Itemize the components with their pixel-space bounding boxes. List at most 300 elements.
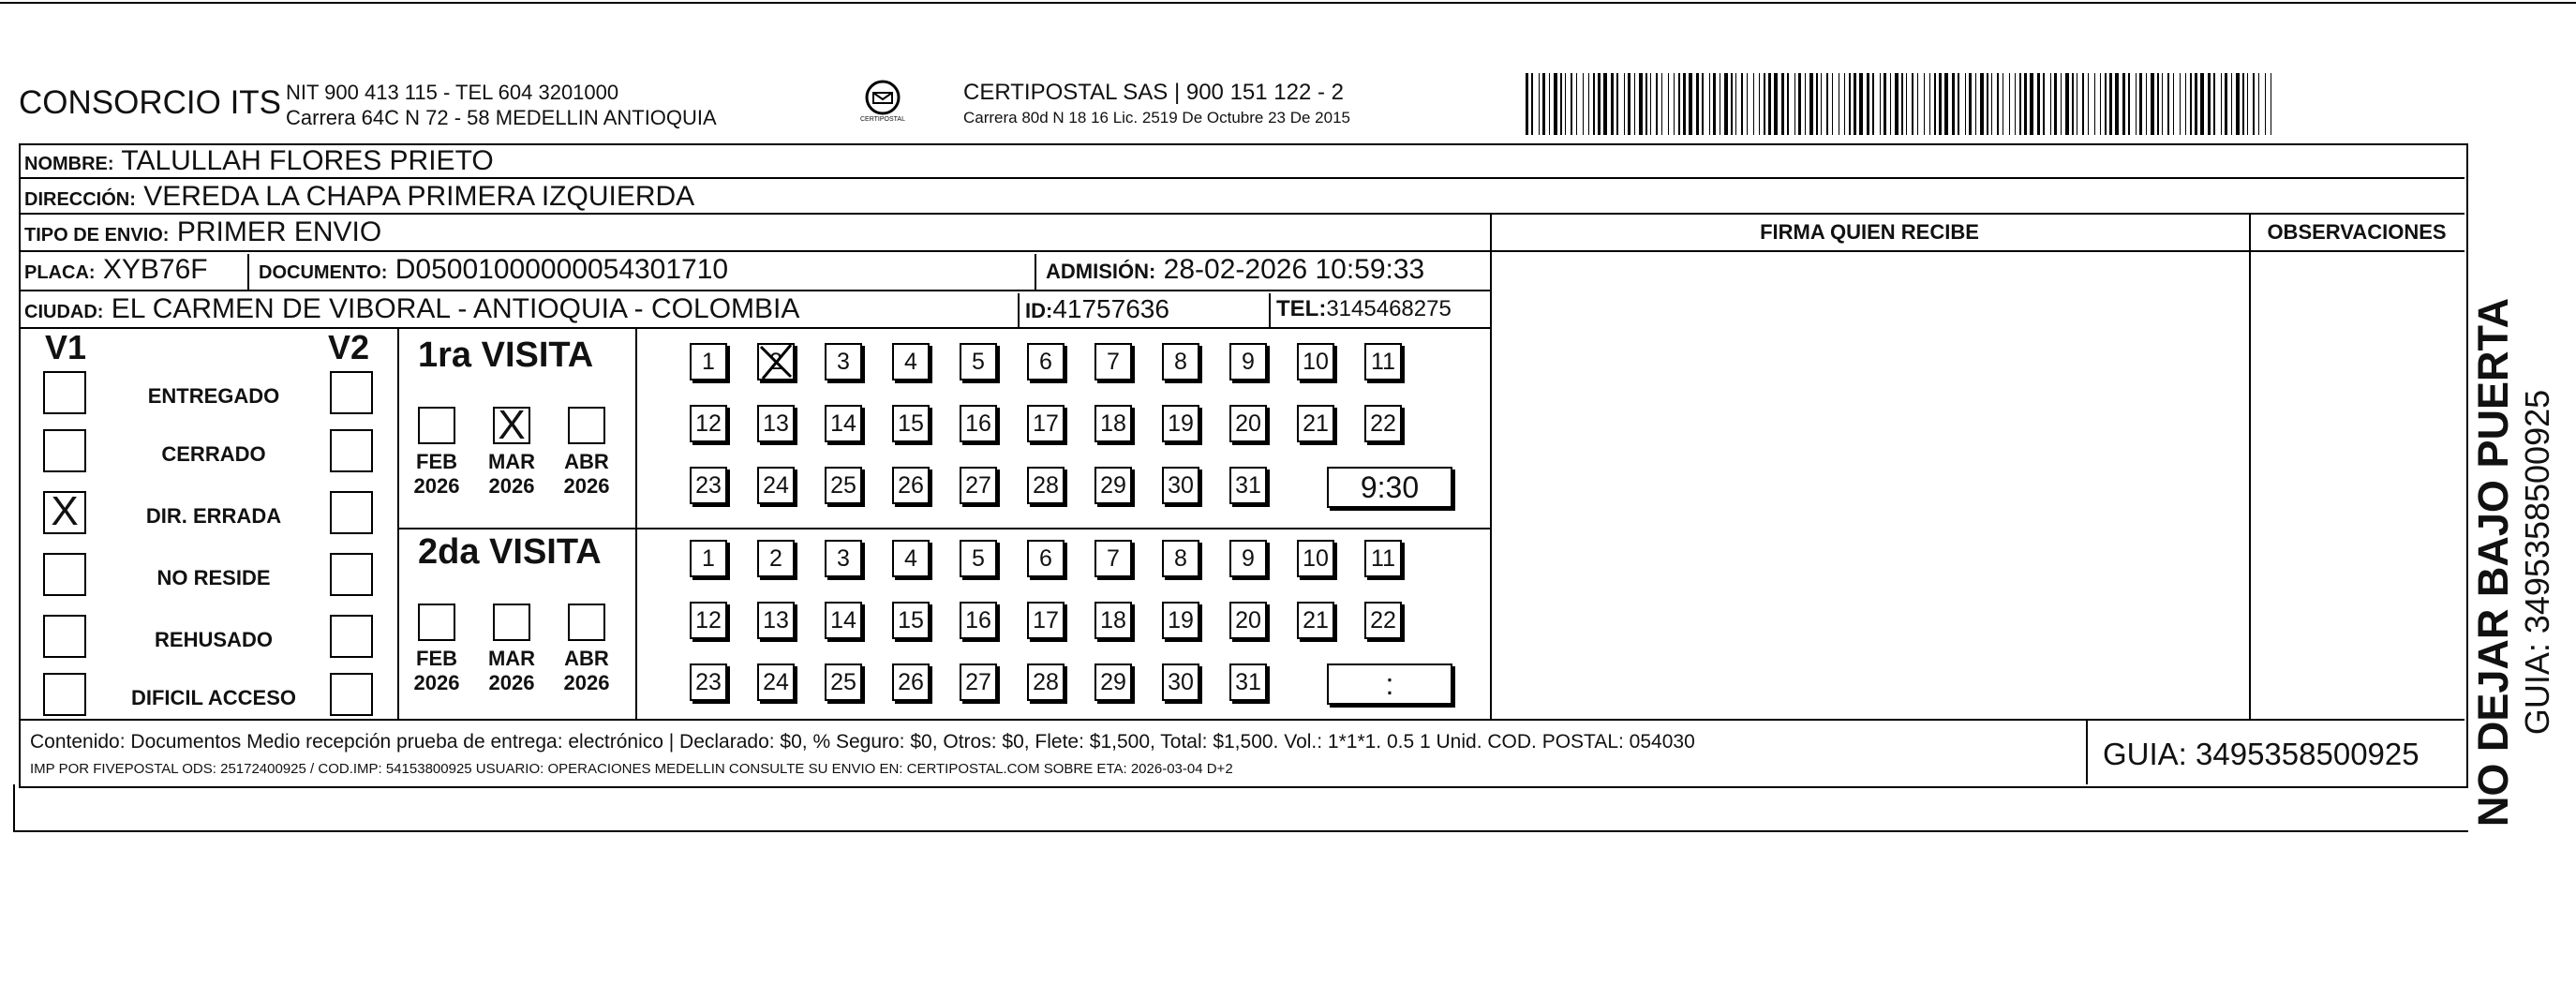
barcode-bar [1912, 73, 1913, 135]
month-name: FEB [416, 647, 457, 670]
divider-guia [2086, 719, 2088, 784]
barcode-bar [1634, 73, 1635, 135]
barcode-bar [1683, 73, 1686, 135]
barcode-bar [2100, 73, 2101, 135]
barcode-bar [2242, 73, 2244, 135]
barcode-bar [1759, 73, 1760, 135]
month-checkbox[interactable] [568, 604, 605, 641]
nombre-label: NOMBRE: [24, 154, 114, 174]
day-cell[interactable]: 15 [892, 602, 930, 639]
barcode-bar [1628, 73, 1630, 135]
barcode-bar [1890, 73, 1891, 135]
month-checkbox[interactable] [493, 604, 530, 641]
day-cell[interactable]: 6 [1027, 343, 1065, 380]
barcode-bar [1980, 73, 1984, 135]
barcode-bar [2043, 73, 2045, 135]
barcode-bar [1702, 73, 1704, 135]
placa-value: XYB76F [102, 254, 208, 285]
status-v2-checkbox[interactable] [330, 371, 373, 414]
barcode-bar [1826, 73, 1828, 135]
barcode-bar [2050, 73, 2051, 135]
admision-label: ADMISIÓN: [1046, 260, 1156, 283]
barcode-bar [1696, 73, 1699, 135]
barcode-bar [1611, 73, 1614, 135]
status-v1-checkbox[interactable] [43, 673, 86, 716]
barcode-bar [1975, 73, 1976, 135]
day-cell[interactable]: 19 [1162, 602, 1199, 639]
barcode-bar [1661, 73, 1662, 135]
barcode-bar [2122, 73, 2125, 135]
id-cell [1025, 291, 1169, 327]
footer-content: Contenido: Documentos Medio recepción prueba de entrega: electrónico | Declarado: $0, % Seguro: $0, Otros: $0, Flete: $1,500, Total: $1,500. Vol.: 1*1*1. 0.5 1 Unid. COD. POSTAL: 054030 [30, 731, 1695, 753]
day-cell[interactable]: 16 [960, 602, 997, 639]
barcode-bar [1906, 73, 1907, 135]
month-label [484, 450, 540, 499]
barcode-bar [2105, 73, 2107, 135]
id-value: 41757636 [1052, 294, 1169, 323]
footer-guia: GUIA: 3495358500925 [2103, 737, 2420, 771]
day-cell[interactable]: 3 [825, 540, 862, 577]
day-cell[interactable]: 23 [690, 467, 727, 504]
id-label: ID: [1025, 299, 1053, 322]
barcode-bar [2061, 73, 2062, 135]
row-placa [24, 250, 208, 290]
barcode-bar [1965, 73, 1966, 135]
barcode-bar [2236, 73, 2240, 135]
barcode-bar [1991, 73, 1992, 135]
barcode-bar [1531, 73, 1533, 135]
status-v2-checkbox[interactable] [330, 491, 373, 534]
status-label: CERRADO [161, 442, 266, 466]
barcode-bar [2221, 73, 2222, 135]
v1-header: V1 [45, 328, 87, 366]
barcode-bar [1747, 73, 1748, 135]
outer-bottom-edge [13, 830, 2468, 832]
barcode-bar [1884, 73, 1886, 135]
status-label: DIR. ERRADA [145, 504, 282, 528]
barcode-bar [1764, 73, 1765, 135]
admision-value: 28-02-2026 10:59:33 [1163, 254, 1425, 285]
status-v2-checkbox[interactable] [330, 673, 373, 716]
certipostal-logo [855, 79, 911, 135]
barcode-bar [2037, 73, 2040, 135]
company-info [286, 80, 717, 130]
barcode-bar [1895, 73, 1898, 135]
day-cell[interactable]: 11 [1364, 343, 1402, 380]
barcode-bar [1650, 73, 1651, 135]
barcode-bar [1832, 73, 1833, 135]
month-checkbox[interactable] [418, 407, 455, 444]
firma-header: FIRMA QUIEN RECIBE [1760, 220, 1979, 244]
day-cell[interactable]: 12 [690, 602, 727, 639]
barcode-bar [2265, 73, 2266, 135]
month-label [409, 647, 465, 695]
nit-line: NIT 900 413 115 - TEL 604 3201000 [286, 81, 619, 104]
barcode-bar [1603, 73, 1607, 135]
day-mark-icon [757, 343, 795, 380]
admision-cell [1046, 250, 1424, 290]
day-cell[interactable]: 30 [1162, 663, 1199, 701]
barcode-bar [1997, 73, 1999, 135]
day-cell[interactable]: 13 [757, 602, 795, 639]
barcode-bar [1809, 73, 1813, 135]
divider-footer [19, 719, 2464, 721]
divider-obs-left [2249, 215, 2251, 719]
status-label: ENTREGADO [147, 384, 280, 408]
barcode-bar [1805, 73, 1806, 135]
day-cell[interactable]: 27 [960, 663, 997, 701]
day-cell[interactable]: 11 [1364, 540, 1402, 577]
day-cell[interactable]: 24 [757, 663, 795, 701]
barcode-bar [1872, 73, 1874, 135]
barcode-bar [2258, 73, 2259, 135]
divider-col-headers [1490, 250, 2464, 252]
barcode-bar [2208, 73, 2211, 135]
status-v2-checkbox[interactable] [330, 615, 373, 658]
month-year: 2026 [563, 671, 610, 694]
day-cell[interactable]: 17 [1027, 405, 1065, 442]
divider-placa [247, 254, 249, 290]
barcode-bar [1539, 73, 1540, 135]
logo-text: CERTIPOSTAL [860, 116, 905, 123]
row-tipo [24, 215, 381, 250]
tel-value: 3145468275 [1326, 296, 1452, 321]
day-cell[interactable]: 21 [1297, 602, 1334, 639]
barcode-bar [1713, 73, 1716, 135]
day-cell[interactable]: 9 [1229, 343, 1267, 380]
barcode-bar [1724, 73, 1728, 135]
barcode-bar [1844, 73, 1845, 135]
day-cell[interactable]: 31 [1229, 663, 1267, 701]
day-cell[interactable]: 31 [1229, 467, 1267, 504]
barcode-bar [2019, 73, 2021, 135]
row-direccion [19, 179, 2464, 215]
month-year: 2026 [413, 671, 460, 694]
barcode-bar [1924, 73, 1925, 135]
barcode-bar [1678, 73, 1680, 135]
day-cell[interactable]: 3 [825, 343, 862, 380]
day-cell[interactable]: 25 [825, 663, 862, 701]
month-label [409, 450, 465, 499]
barcode-bar [1645, 73, 1647, 135]
barcode-bar [2094, 73, 2095, 135]
day-cell[interactable]: 14 [825, 405, 862, 442]
barcode-bar [1794, 73, 1795, 135]
day-cell[interactable]: 20 [1229, 405, 1267, 442]
barcode-bar [2115, 73, 2119, 135]
barcode-bar [1526, 73, 1528, 135]
day-cell[interactable]: 14 [825, 602, 862, 639]
barcode-bar [1753, 73, 1754, 135]
barcode-bar [2195, 73, 2197, 135]
day-cell[interactable]: 26 [892, 467, 930, 504]
barcode-bar [2185, 73, 2186, 135]
day-cell[interactable]: 19 [1162, 405, 1199, 442]
status-label: DIFICIL ACCESO [130, 686, 296, 709]
row-ciudad [24, 291, 799, 327]
month-name: ABR [564, 647, 609, 670]
v2-header: V2 [328, 328, 370, 366]
barcode-bar [1987, 73, 1988, 135]
barcode-bar [1939, 73, 1942, 135]
barcode-bar [2015, 73, 2016, 135]
documento-cell [259, 250, 728, 290]
barcode-bar [2088, 73, 2089, 135]
barcode-bar [1934, 73, 1936, 135]
side-warning: NO DEJAR BAJO PUERTA [2469, 297, 2517, 827]
barcode-bar [1639, 73, 1643, 135]
barcode-bar [1668, 73, 1669, 135]
side-guia: GUIA: 3495358500925 [2518, 389, 2556, 736]
barcode-bar [1624, 73, 1625, 135]
barcode-bar [1571, 73, 1572, 135]
address-line: Carrera 64C N 72 - 58 MEDELLIN ANTIOQUIA [286, 106, 717, 129]
barcode-bar [2247, 73, 2248, 135]
barcode-bar [2225, 73, 2227, 135]
month-name: MAR [487, 647, 536, 670]
barcode-bar [1656, 73, 1658, 135]
barcode-bar [2200, 73, 2204, 135]
month-label [558, 450, 615, 499]
tipo-label: TIPO DE ENVIO: [24, 225, 170, 246]
day-cell[interactable]: 28 [1027, 663, 1065, 701]
barcode-bar [1787, 73, 1789, 135]
barcode-bar [2072, 73, 2074, 135]
status-v1-checkbox[interactable] [43, 553, 86, 596]
barcode-bar [1554, 73, 1557, 135]
barcode-bar [2109, 73, 2112, 135]
barcode-bar [2082, 73, 2084, 135]
visit1-title: 1ra VISITA [418, 335, 594, 375]
day-cell[interactable]: 20 [1229, 602, 1267, 639]
month-year: 2026 [563, 474, 610, 498]
day-cell[interactable]: 18 [1094, 405, 1132, 442]
month-label [558, 647, 615, 695]
day-cell[interactable]: 24 [757, 467, 795, 504]
barcode-bar [1929, 73, 1930, 135]
barcode-bar [1952, 73, 1955, 135]
day-cell[interactable]: 22 [1364, 405, 1402, 442]
barcode-bar [2180, 73, 2181, 135]
barcode-bar [2128, 73, 2130, 135]
day-cell[interactable]: 23 [690, 663, 727, 701]
barcode-bar [2065, 73, 2069, 135]
day-cell[interactable]: 10 [1297, 540, 1334, 577]
day-cell[interactable]: 10 [1297, 343, 1334, 380]
day-cell[interactable]: 26 [892, 663, 930, 701]
day-cell[interactable]: 2 [757, 540, 795, 577]
placa-label: PLACA: [24, 262, 96, 283]
barcode-bar [1917, 73, 1918, 135]
day-cell[interactable]: 8 [1162, 343, 1199, 380]
barcode-bar [1616, 73, 1618, 135]
status-v1-checkbox[interactable] [43, 615, 86, 658]
top-edge-line [0, 2, 2576, 4]
day-cell[interactable]: 5 [960, 540, 997, 577]
barcode-bar [2024, 73, 2027, 135]
month-year: 2026 [488, 474, 535, 498]
barcode-bar [1768, 73, 1771, 135]
barcode-bar [2157, 73, 2159, 135]
barcode-bar [2146, 73, 2147, 135]
day-cell[interactable]: 25 [825, 467, 862, 504]
barcode-bar [2213, 73, 2215, 135]
cert-line-2: Carrera 80d N 18 16 Lic. 2519 De Octubre 23 De 2015 [963, 109, 1350, 127]
barcode-bar [1880, 73, 1881, 135]
footer-imp: IMP POR FIVEPOSTAL ODS: 25172400925 / COD.IMP: 54153800925 USUARIO: OPERACIONES MEDELLIN CONSULTE SU ENVIO EN: CERTIPOSTAL.COM SOBRE ETA: 2026-03-04 D+2 [30, 761, 1233, 777]
direccion-label: DIRECCIÓN: [24, 189, 136, 210]
barcode-bar [2054, 73, 2057, 135]
day-cell[interactable]: 6 [1027, 540, 1065, 577]
side-text [2462, 141, 2576, 984]
divider-id [1018, 293, 1020, 327]
month-label [484, 647, 540, 695]
status-label: NO RESIDE [156, 566, 271, 589]
barcode-bar [1774, 73, 1778, 135]
barcode-bar [1816, 73, 1818, 135]
barcode [1526, 73, 2275, 135]
day-cell[interactable]: 9 [1229, 540, 1267, 577]
barcode-bar [2173, 73, 2174, 135]
barcode-bar [2151, 73, 2154, 135]
barcode-bar [1958, 73, 1959, 135]
barcode-bar [2231, 73, 2232, 135]
visit2-title: 2da VISITA [418, 532, 602, 572]
month-year: 2026 [488, 671, 535, 694]
row-nombre [19, 143, 2464, 179]
tipo-value: PRIMER ENVIO [176, 216, 382, 247]
day-cell[interactable]: 22 [1364, 602, 1402, 639]
barcode-bar [2162, 73, 2163, 135]
barcode-bar [1549, 73, 1550, 135]
day-cell[interactable]: 17 [1027, 602, 1065, 639]
day-cell[interactable]: 30 [1162, 467, 1199, 504]
documento-value: D05001000000054301710 [395, 254, 729, 285]
divider-visits [397, 528, 1490, 529]
barcode-bar [1576, 73, 1577, 135]
certipostal-info [963, 80, 1350, 130]
barcode-bar [1849, 73, 1851, 135]
barcode-bar [2253, 73, 2255, 135]
tel-cell [1276, 291, 1452, 327]
barcode-bar [1901, 73, 1903, 135]
barcode-bar [1781, 73, 1784, 135]
day-cell[interactable]: 16 [960, 405, 997, 442]
visit-time[interactable]: 9:30 [1327, 467, 1452, 508]
barcode-bar [1542, 73, 1545, 135]
barcode-bar [1859, 73, 1863, 135]
tel-label: TEL: [1276, 296, 1327, 321]
nombre-value: TALULLAH FLORES PRIETO [121, 145, 494, 176]
barcode-bar [2139, 73, 2142, 135]
divider-admision [1035, 254, 1036, 290]
barcode-bar [1565, 73, 1566, 135]
visit-time[interactable]: : [1327, 663, 1452, 705]
divider-visit-months [635, 327, 637, 719]
day-cell[interactable]: 28 [1027, 467, 1065, 504]
ciudad-value: EL CARMEN DE VIBORAL - ANTIOQUIA - COLOMBIA [111, 293, 800, 324]
barcode-bar [1821, 73, 1822, 135]
barcode-bar [1583, 73, 1584, 135]
cert-line-1: CERTIPOSTAL SAS | 900 151 122 - 2 [963, 80, 1344, 105]
month-checkbox[interactable] [418, 604, 455, 641]
day-cell[interactable]: 18 [1094, 602, 1132, 639]
envelope-icon [864, 79, 901, 116]
day-cell[interactable]: 27 [960, 467, 997, 504]
day-cell[interactable]: 15 [892, 405, 930, 442]
barcode-bar [1689, 73, 1692, 135]
month-checkbox[interactable]: X [493, 407, 530, 444]
month-name: FEB [416, 450, 457, 473]
barcode-bar [1593, 73, 1595, 135]
day-cell[interactable]: 13 [757, 405, 795, 442]
barcode-bar [1735, 73, 1736, 135]
status-label: REHUSADO [155, 628, 273, 651]
day-cell[interactable]: 29 [1094, 467, 1132, 504]
barcode-bar [1588, 73, 1589, 135]
observaciones-header: OBSERVACIONES [2267, 220, 2447, 244]
barcode-bar [1969, 73, 1972, 135]
barcode-bar [2030, 73, 2033, 135]
day-cell[interactable]: 1 [690, 343, 727, 380]
day-cell[interactable]: 1 [690, 540, 727, 577]
direccion-value: VEREDA LA CHAPA PRIMERA IZQUIERDA [143, 181, 695, 212]
barcode-bar [1741, 73, 1743, 135]
barcode-bar [2009, 73, 2010, 135]
day-cell[interactable]: 7 [1094, 540, 1132, 577]
status-v1-checkbox[interactable] [43, 371, 86, 414]
barcode-bar [2136, 73, 2137, 135]
day-cell[interactable]: 4 [892, 343, 930, 380]
barcode-bar [1798, 73, 1801, 135]
day-cell[interactable]: 4 [892, 540, 930, 577]
outer-left-edge [13, 784, 15, 831]
month-year: 2026 [413, 474, 460, 498]
divider-ciudad-row [19, 327, 1490, 329]
month-name: ABR [564, 450, 609, 473]
barcode-bar [1854, 73, 1856, 135]
status-v1-checkbox[interactable]: X [43, 491, 86, 534]
barcode-bar [1598, 73, 1601, 135]
barcode-bar [1709, 73, 1710, 135]
month-checkbox[interactable] [568, 407, 605, 444]
status-v1-checkbox[interactable] [43, 429, 86, 472]
day-cell[interactable]: 12 [690, 405, 727, 442]
status-v2-checkbox[interactable] [330, 553, 373, 596]
day-cell[interactable]: 8 [1162, 540, 1199, 577]
barcode-bar [1560, 73, 1562, 135]
divider-tel [1269, 293, 1271, 327]
company-name: CONSORCIO ITS [19, 84, 282, 121]
month-name: MAR [487, 450, 536, 473]
day-cell[interactable]: 2 [757, 343, 795, 380]
status-v2-checkbox[interactable] [330, 429, 373, 472]
day-cell[interactable]: 7 [1094, 343, 1132, 380]
documento-label: DOCUMENTO: [259, 262, 388, 283]
day-cell[interactable]: 5 [960, 343, 997, 380]
barcode-bar [1867, 73, 1869, 135]
barcode-bar [1944, 73, 1948, 135]
barcode-bar [2167, 73, 2169, 135]
day-cell[interactable]: 21 [1297, 405, 1334, 442]
day-cell[interactable]: 29 [1094, 663, 1132, 701]
barcode-bar [1674, 73, 1675, 135]
barcode-bar [2190, 73, 2192, 135]
barcode-bar [1731, 73, 1733, 135]
divider-status [397, 327, 399, 719]
divider-firma-left [1490, 215, 1492, 719]
ciudad-label: CIUDAD: [24, 302, 104, 322]
